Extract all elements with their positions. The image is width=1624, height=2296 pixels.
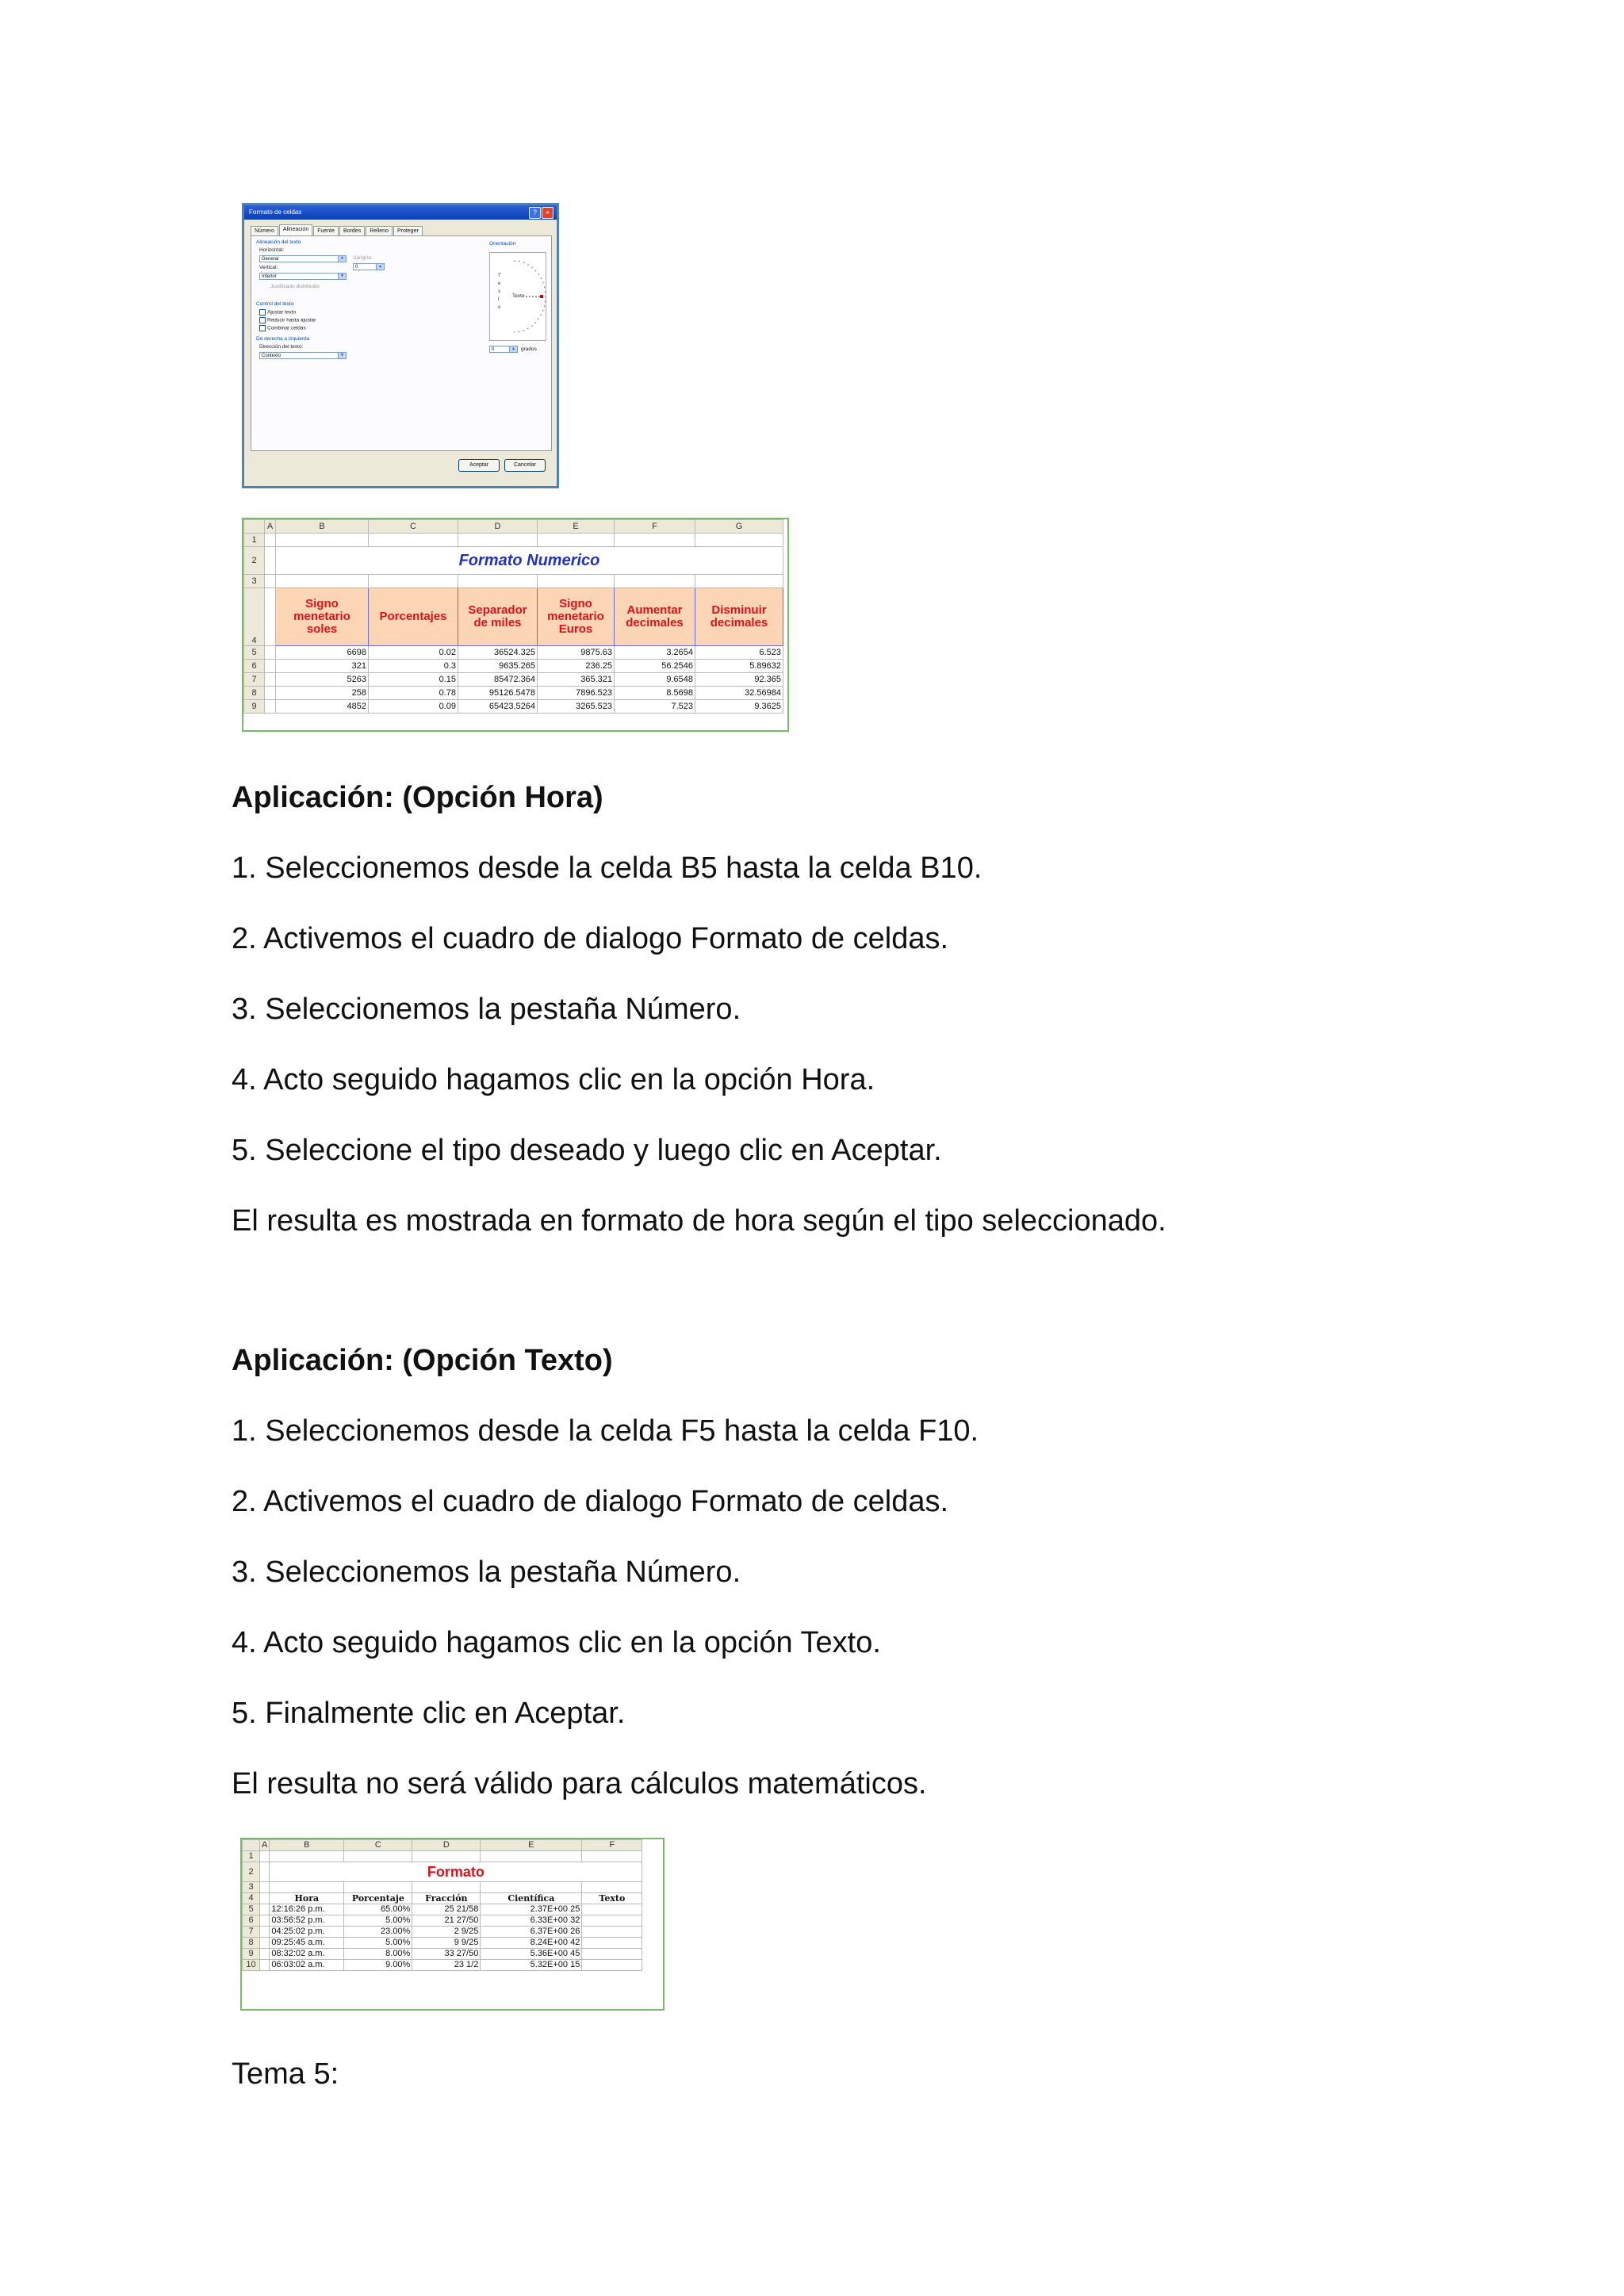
cell[interactable]: 9.3625 (695, 700, 783, 714)
horizontal-label: Horizontal: (259, 247, 285, 253)
cell[interactable]: 5.36E+00 45 (481, 1949, 582, 1960)
column-header[interactable]: F (615, 520, 695, 534)
cell[interactable]: 6.37E+00 26 (481, 1927, 582, 1938)
column-title: Aumentar decimales (615, 588, 695, 646)
svg-text:x: x (498, 289, 500, 294)
column-header[interactable]: E (481, 1840, 582, 1851)
header-row (244, 588, 783, 646)
row-header[interactable]: 4 (243, 1893, 260, 1904)
table-row (244, 547, 783, 575)
corner-cell[interactable] (243, 1840, 260, 1851)
column-header[interactable]: C (344, 1840, 412, 1851)
column-header[interactable]: B (270, 1840, 344, 1851)
list-item: 4. Acto seguido hagamos clic en la opción Hora. (232, 1063, 875, 1096)
help-icon[interactable]: ? (529, 207, 541, 219)
horizontal-select[interactable] (259, 255, 347, 262)
header-row (243, 1893, 642, 1904)
cell[interactable]: 09:25:45 a.m. (270, 1938, 344, 1949)
merge-cells-checkbox[interactable] (259, 325, 306, 331)
cell[interactable]: 0.78 (369, 687, 458, 700)
cell[interactable]: 23 1/2 (412, 1960, 481, 1971)
table-row (244, 687, 783, 700)
row-header[interactable]: 3 (243, 1882, 260, 1893)
row-header[interactable]: 4 (244, 588, 265, 646)
orientation-box[interactable] (489, 252, 546, 341)
column-header-row (243, 1840, 642, 1851)
justify-distributed-label: Justificado distribuido (270, 284, 320, 289)
cell[interactable]: 8.00% (344, 1949, 412, 1960)
row-header[interactable]: 8 (243, 1938, 260, 1949)
cell[interactable]: 06:03:02 a.m. (270, 1960, 344, 1971)
table-row (243, 1949, 642, 1960)
cell[interactable]: 33 27/50 (412, 1949, 481, 1960)
row-header[interactable]: 9 (244, 700, 265, 714)
spinner-icon: ▲ (376, 264, 384, 270)
svg-text:t: t (498, 297, 500, 302)
table-row (243, 1904, 642, 1915)
heading-hora: Aplicación: (Opción Hora) (232, 781, 603, 814)
cell[interactable]: 321 (276, 660, 369, 673)
cell[interactable]: 0.09 (369, 700, 458, 714)
result-paragraph: El resulta no será válido para cálculos matemáticos. (232, 1767, 927, 1800)
cell[interactable]: 12:16:26 p.m. (270, 1904, 344, 1915)
format-cells-dialog (242, 203, 559, 488)
section-heading: Tema 5: (232, 2057, 339, 2091)
cell[interactable]: 65.00% (344, 1904, 412, 1915)
degrees-spinner[interactable] (489, 346, 518, 353)
row-header[interactable]: 8 (244, 687, 265, 700)
chevron-down-icon: ▼ (338, 274, 346, 279)
direction-value: Contexto (262, 354, 282, 358)
cell[interactable] (582, 1915, 642, 1927)
cell[interactable]: 6698 (276, 646, 369, 660)
tab-alineacion[interactable]: Alineación (279, 224, 312, 236)
result-paragraph: El resulta es mostrada en formato de hora según el tipo seleccionado. (232, 1204, 1166, 1238)
table-row (243, 1862, 642, 1882)
table-row (243, 1927, 642, 1938)
cell[interactable] (582, 1949, 642, 1960)
tab-proteger[interactable]: Proteger (393, 226, 423, 236)
shrink-label: Reducir hasta ajustar (267, 317, 316, 323)
direction-select[interactable] (259, 352, 347, 359)
cell[interactable]: 2.37E+00 25 (481, 1904, 582, 1915)
cell[interactable] (582, 1904, 642, 1915)
spreadsheet-grid (242, 1839, 642, 1971)
cell[interactable]: 08:32:02 a.m. (270, 1949, 344, 1960)
cell[interactable]: 23.00% (344, 1927, 412, 1938)
cell[interactable]: 3.2654 (615, 646, 695, 660)
cell[interactable]: 92.365 (695, 673, 783, 687)
column-title: Signo menetario soles (276, 588, 369, 646)
orientation-text: Texto (512, 293, 525, 299)
column-title: Disminuir decimales (695, 588, 783, 646)
column-header-row (244, 520, 783, 534)
group-alignment: Alineación del texto (256, 239, 301, 245)
orientation-label: Orientación (489, 241, 516, 247)
cell[interactable]: 7896.523 (538, 687, 615, 700)
wrap-text-label: Ajustar texto (267, 309, 297, 316)
list-item: 5. Seleccione el tipo deseado y luego clic en Aceptar. (232, 1134, 942, 1167)
cell[interactable]: 95126.5478 (458, 687, 538, 700)
column-header[interactable]: G (695, 520, 783, 534)
row-header[interactable]: 1 (243, 1851, 260, 1862)
svg-text:T: T (498, 274, 501, 278)
cell[interactable]: 03:56:52 p.m. (270, 1915, 344, 1927)
list-item: 5. Finalmente clic en Aceptar. (232, 1697, 626, 1730)
group-text-control: Control del texto (256, 301, 294, 307)
column-title: Porcentaje (344, 1893, 412, 1904)
spreadsheet-grid (243, 519, 783, 714)
table-row (243, 1915, 642, 1927)
row-header[interactable]: 9 (243, 1949, 260, 1960)
table-row (244, 534, 783, 547)
chevron-down-icon: ▼ (338, 256, 346, 262)
dialog-title: Formato de celdas (249, 209, 302, 216)
list-item: 4. Acto seguido hagamos clic en la opción Texto. (232, 1626, 881, 1659)
close-icon[interactable]: × (542, 207, 553, 219)
cell[interactable]: 9.00% (344, 1960, 412, 1971)
list-item: 1. Seleccionemos desde la celda B5 hasta la celda B10. (232, 851, 982, 885)
wrap-text-checkbox[interactable] (259, 309, 296, 316)
cell[interactable] (582, 1927, 642, 1938)
cell[interactable]: 8.5698 (615, 687, 695, 700)
cell[interactable]: 365.321 (538, 673, 615, 687)
table-row (243, 1851, 642, 1862)
cell[interactable]: 5.89632 (695, 660, 783, 673)
cell[interactable]: 21 27/50 (412, 1915, 481, 1927)
chevron-down-icon: ▼ (338, 353, 346, 358)
cell[interactable]: 04:25:02 p.m. (270, 1927, 344, 1938)
tab-bordes[interactable]: Bordes (339, 226, 365, 236)
list-item: 3. Seleccionemos la pestaña Número. (232, 1556, 741, 1589)
list-item: 3. Seleccionemos la pestaña Número. (232, 993, 741, 1026)
cell[interactable]: 65423.5264 (458, 700, 538, 714)
cell[interactable]: 56.2546 (615, 660, 695, 673)
cell[interactable]: 6.523 (695, 646, 783, 660)
dialog-titlebar (244, 205, 557, 220)
spinner-icon: ▲ (509, 346, 517, 352)
cell[interactable]: 36524.325 (458, 646, 538, 660)
cell[interactable]: 7.523 (615, 700, 695, 714)
degrees-label: grados (521, 346, 537, 352)
svg-text:o: o (498, 305, 501, 310)
svg-text:e: e (498, 281, 501, 286)
row-header[interactable]: 10 (243, 1960, 260, 1971)
sheet-title: Formato Numerico (276, 547, 783, 575)
degrees-value: 0 (492, 347, 495, 352)
cell[interactable] (582, 1960, 642, 1971)
vertical-select[interactable] (259, 273, 347, 280)
row-header[interactable]: 6 (243, 1915, 260, 1927)
table-row (243, 1938, 642, 1949)
cell[interactable]: 8.24E+00 42 (481, 1938, 582, 1949)
column-header[interactable]: A (260, 1840, 270, 1851)
cell[interactable]: 9875.63 (538, 646, 615, 660)
cell[interactable]: 6.33E+00 32 (481, 1915, 582, 1927)
table-row (244, 700, 783, 714)
table-row (244, 660, 783, 673)
table-row (243, 1960, 642, 1971)
merge-cells-label: Combinar celdas (267, 325, 306, 331)
column-title: Separador de miles (458, 588, 538, 646)
group-rtl: De derecha a izquierda (256, 336, 310, 342)
table-row (244, 646, 783, 660)
column-title: Signo menetario Euros (538, 588, 615, 646)
column-header[interactable]: D (458, 520, 538, 534)
cell[interactable]: 5263 (276, 673, 369, 687)
heading-texto: Aplicación: (Opción Texto) (232, 1344, 613, 1377)
column-header[interactable]: B (276, 520, 369, 534)
table-row (244, 575, 783, 588)
format-spreadsheet (240, 1838, 665, 2011)
row-header[interactable]: 2 (243, 1862, 260, 1882)
tab-fuente[interactable]: Fuente (313, 226, 339, 236)
row-header[interactable]: 3 (244, 575, 265, 588)
numeric-format-spreadsheet (242, 518, 789, 732)
corner-cell[interactable] (244, 520, 265, 534)
table-row (244, 673, 783, 687)
cell[interactable]: 258 (276, 687, 369, 700)
vertical-value: Inferior (262, 274, 277, 279)
cell[interactable]: 3265.523 (538, 700, 615, 714)
cell[interactable]: 4852 (276, 700, 369, 714)
cell[interactable]: 32.56984 (695, 687, 783, 700)
column-header[interactable]: D (412, 1840, 481, 1851)
horizontal-value: General (262, 257, 279, 262)
cell[interactable]: 0.15 (369, 673, 458, 687)
indent-value: 0 (355, 265, 358, 270)
sheet-title: Formato (270, 1862, 642, 1882)
column-title: Hora (270, 1893, 344, 1904)
column-title: Fracción (412, 1893, 481, 1904)
vertical-label: Vertical: (259, 265, 278, 270)
column-header[interactable]: F (582, 1840, 642, 1851)
cell[interactable]: 9.6548 (615, 673, 695, 687)
cell[interactable]: 5.00% (344, 1915, 412, 1927)
list-item: 2. Activemos el cuadro de dialogo Formato de celdas. (232, 1485, 949, 1518)
row-header[interactable]: 7 (244, 673, 265, 687)
list-item: 2. Activemos el cuadro de dialogo Formato de celdas. (232, 922, 949, 955)
cell[interactable]: 2 9/25 (412, 1927, 481, 1938)
column-header[interactable]: C (369, 520, 458, 534)
indent-spinner[interactable] (353, 263, 385, 270)
column-title: Texto (582, 1893, 642, 1904)
row-header[interactable]: 7 (243, 1927, 260, 1938)
direction-label: Dirección del texto: (259, 344, 304, 350)
column-header[interactable]: A (265, 520, 276, 534)
cell[interactable]: 85472.364 (458, 673, 538, 687)
cell[interactable] (582, 1938, 642, 1949)
alignment-panel (251, 235, 552, 451)
row-header[interactable]: 5 (243, 1904, 260, 1915)
row-header[interactable]: 5 (244, 646, 265, 660)
row-header[interactable]: 1 (244, 534, 265, 547)
cell[interactable]: 9635.265 (458, 660, 538, 673)
cell[interactable]: 5.00% (344, 1938, 412, 1949)
cell[interactable]: 0.02 (369, 646, 458, 660)
column-header[interactable]: E (538, 520, 615, 534)
row-header[interactable]: 6 (244, 660, 265, 673)
row-header[interactable]: 2 (244, 547, 265, 575)
cell[interactable]: 25 21/58 (412, 1904, 481, 1915)
column-title: Científica (481, 1893, 582, 1904)
indent-label: Sangría: (353, 255, 373, 261)
list-item: 1. Seleccionemos desde la celda F5 hasta la celda F10. (232, 1414, 979, 1448)
cell[interactable]: 0.3 (369, 660, 458, 673)
shrink-checkbox[interactable] (259, 317, 316, 323)
ok-button[interactable]: Aceptar (458, 459, 500, 472)
cell[interactable]: 5.32E+00 15 (481, 1960, 582, 1971)
table-row (243, 1882, 642, 1893)
cell[interactable]: 236.25 (538, 660, 615, 673)
tab-relleno[interactable]: Relleno (366, 226, 393, 236)
cancel-button[interactable]: Cancelar (504, 459, 546, 472)
tab-numero[interactable]: Número (251, 226, 278, 236)
column-title: Porcentajes (369, 588, 458, 646)
cell[interactable]: 9 9/25 (412, 1938, 481, 1949)
